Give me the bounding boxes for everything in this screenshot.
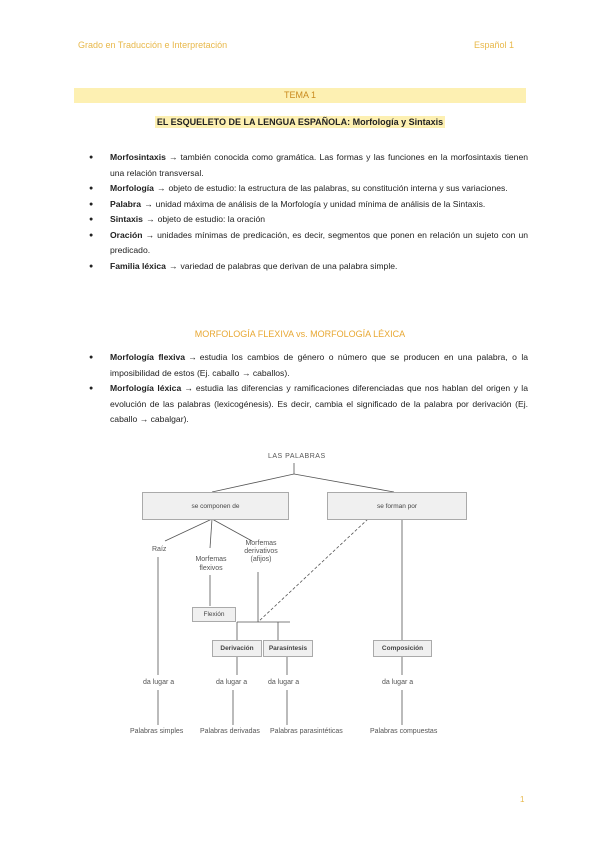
page-number: 1 (520, 795, 525, 804)
diagram-root: LAS PALABRAS (268, 453, 326, 460)
list-item: ● Morfología flexiva → estudia los cambios de género o número que se producen en una palabra, o la imposibilidad de estos (Ej. caballo → caballos). (86, 350, 528, 381)
node-morfemas-flexivos: Morfemas flexivos (195, 556, 227, 572)
box-forman: se forman por (327, 492, 467, 520)
da-lugar-2: da lugar a (216, 679, 248, 686)
header-subject: Español 1 (474, 40, 515, 50)
node-morfemas-derivativos: Morfemas derivativos (afijos) (244, 540, 278, 563)
list-item: ● Oración → unidades mínimas de predicación, es decir, segmentos que ponen en relación un sujeto con un predicado. (86, 228, 528, 259)
tema-label: TEMA 1 (283, 90, 316, 100)
box-componen: se componen de (142, 492, 289, 520)
result-parasinteticas: Palabras parasintéticas (270, 728, 343, 735)
node-raiz: Raíz (152, 546, 167, 553)
da-lugar-1: da lugar a (143, 679, 175, 686)
result-derivadas: Palabras derivadas (200, 728, 260, 735)
box-parasintesis: Parasíntesis (263, 640, 313, 657)
list-item: ● Palabra → unidad máxima de análisis de la Morfología y unidad mínima de análisis de la Sintaxis. (86, 197, 528, 213)
header-course: Grado en Traducción e Interpretación (78, 40, 228, 50)
da-lugar-3: da lugar a (268, 679, 300, 686)
list-item: ● Familia léxica → variedad de palabras que derivan de una palabra simple. (86, 259, 528, 275)
list-item: ● Morfosintaxis → también conocida como gramática. Las formas y las funciones en la morfosintaxis tienen una relación transversal. (86, 150, 528, 181)
box-flexion: Flexión (192, 607, 236, 622)
result-compuestas: Palabras compuestas (370, 728, 438, 735)
list-item: ● Morfología léxica → estudia las diferencias y ramificaciones diferenciadas que nos hablan del origen y la evolución de las palabras (lexicogénesis). Es decir, cambia el significado de la palabra por derivación (Ej. caballo → cabalgar). (86, 381, 528, 428)
list-item: ● Sintaxis → objeto de estudio: la oración (86, 212, 528, 228)
box-composicion: Composición (373, 640, 432, 657)
list-item: ● Morfología → objeto de estudio: la estructura de las palabras, su constitución interna y sus variaciones. (86, 181, 528, 197)
box-derivacion: Derivación (212, 640, 262, 657)
result-simples: Palabras simples (130, 728, 184, 735)
section-subheading: MORFOLOGÍA FLEXIVA vs. MORFOLOGÍA LÉXICA (194, 329, 406, 339)
da-lugar-4: da lugar a (382, 679, 414, 686)
page-title-text: EL ESQUELETO DE LA LENGUA ESPAÑOLA: Morfología y Sintaxis (156, 117, 444, 127)
